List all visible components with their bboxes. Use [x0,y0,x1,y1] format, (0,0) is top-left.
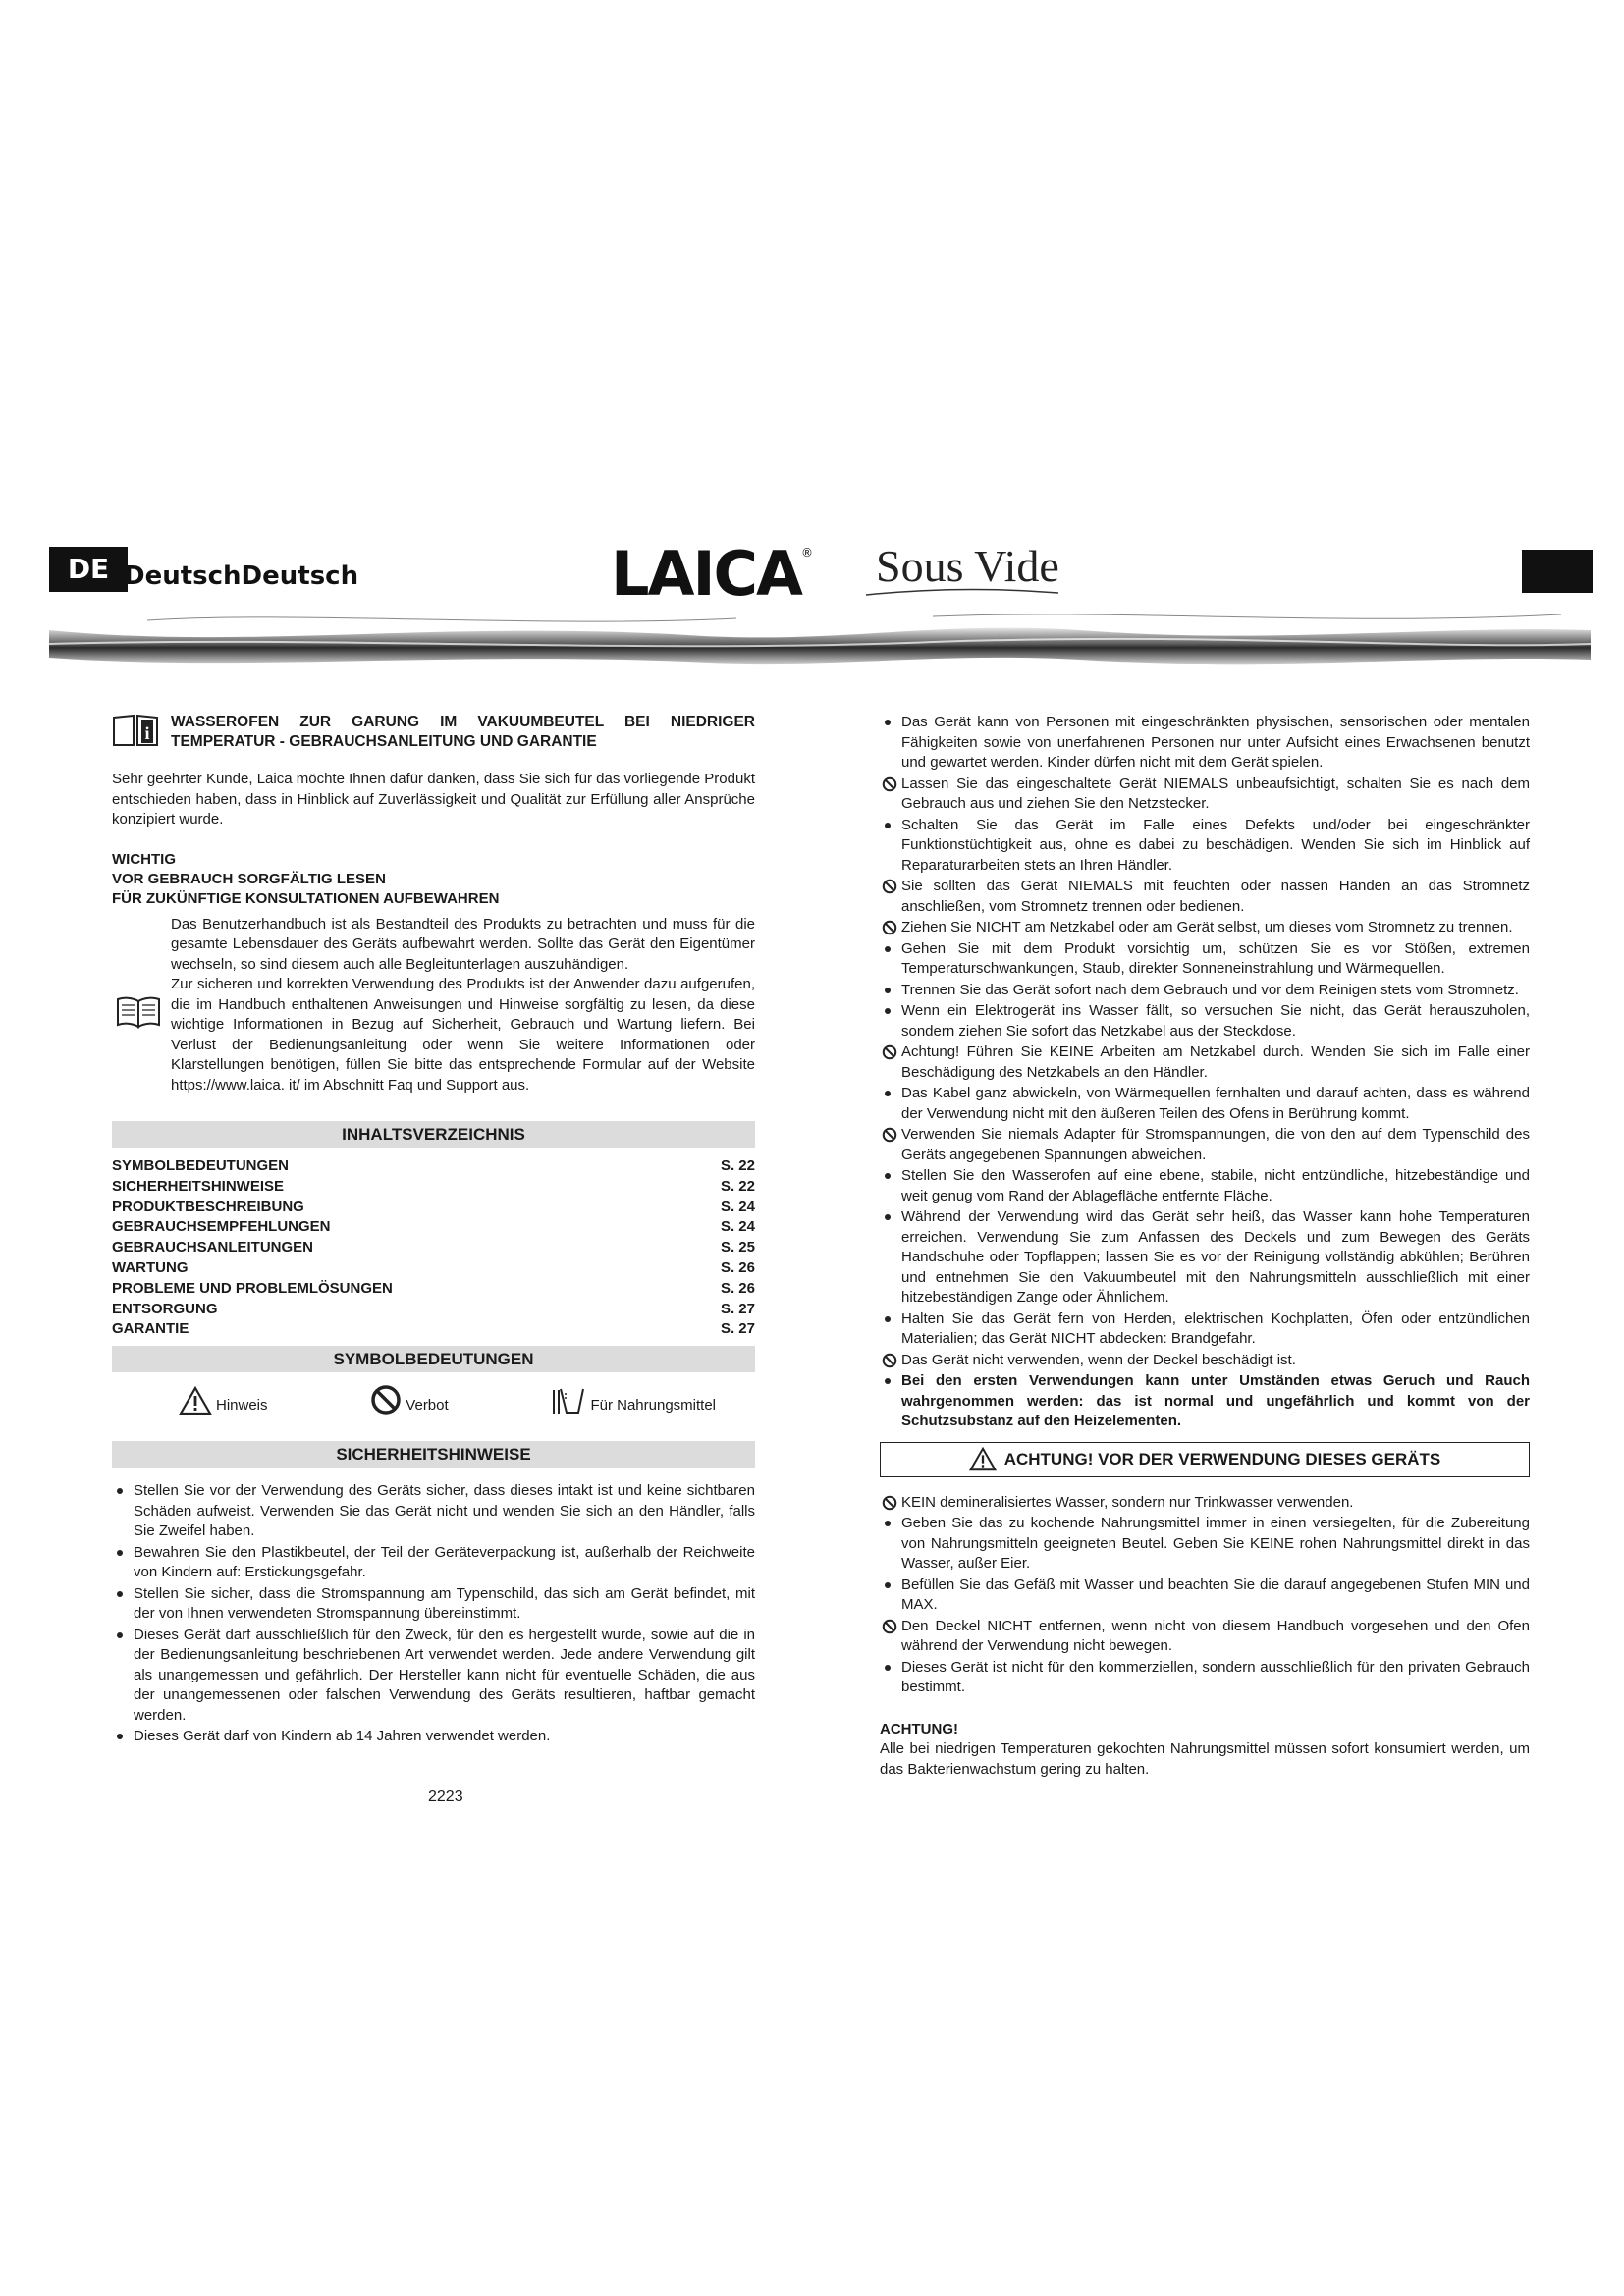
prohibition-icon [882,1495,897,1511]
svg-text:i: i [144,723,150,743]
list-item-text: Stellen Sie sicher, dass die Stromspannung am Typenschild, das sich am Gerät befindet, mit der von Ihnen verwendeten Stromspannung übereinstimmt. [134,1584,755,1623]
bullet-icon [117,1734,123,1739]
list-item-text: Lassen Sie das eingeschaltete Gerät NIEMALS unbeaufsichtigt, schalten Sie es nach dem Gebrauch aus und ziehen Sie den Netzstecker. [901,774,1530,812]
warning-box [880,1442,1530,1477]
list-item [112,1481,755,1542]
bullet-icon [117,1488,123,1494]
page-number: 2223 [428,1789,463,1805]
page-tab-marker [1522,550,1593,593]
toc-label: SYMBOLBEDEUTUNGEN [112,1157,290,1174]
toc-row [112,1177,755,1198]
warning-title: ACHTUNG! VOR DER VERWENDUNG DIESES GERÄTS [1003,1449,1441,1468]
toc-row [112,1279,755,1300]
toc-page: S. 27 [720,1320,755,1338]
list-item [880,1514,1530,1575]
list-item-text: Dieses Gerät darf von Kindern ab 14 Jahren verwendet werden. [134,1728,551,1745]
important-line-1: WICHTIG [112,850,176,868]
list-item-text: Trennen Sie das Gerät sofort nach dem Gebrauch und vor dem Reinigen stets vom Stromnetz. [901,981,1519,998]
list-item [880,774,1530,815]
bullet-icon [885,720,891,725]
list-item [880,1166,1530,1206]
safety-list [112,1481,755,1747]
list-item [880,816,1530,877]
swoosh-decoration [864,585,1060,599]
list-item [112,1626,755,1727]
bullet-icon [117,1591,123,1597]
list-item-text: Bei den ersten Verwendungen kann unter Umständen etwas Geruch und Rauch wahrgenommen werden: das ist normal und ungefährlich und kommt von der Schutzsubstanz auf den Heizelementen. [901,1372,1530,1429]
list-item [880,939,1530,980]
list-item [880,1371,1530,1432]
list-item [880,1617,1530,1657]
warning-triangle-icon [969,1447,997,1471]
toc-label: GARANTIE [112,1320,189,1338]
list-item-text: Achtung! Führen Sie KEINE Arbeiten am Netzkabel durch. Wenden Sie sich im Falle einer Beschädigung des Netzkabels an den Händler. [901,1043,1530,1081]
list-item-text: KEIN demineralisiertes Wasser, sondern nur Trinkwasser verwenden. [901,1493,1354,1511]
list-item-text: Halten Sie das Gerät fern von Herden, elektrischen Kochplatten, Öfen oder entzündlichen Materialien; das Gerät NICHT abdecken: Brandgefahr. [901,1309,1530,1347]
symbols-legend [112,1372,755,1415]
important-notice [112,850,755,909]
prohibition-icon [882,920,897,935]
list-item-text: Das Gerät nicht verwenden, wenn der Deckel beschädigt ist. [901,1351,1296,1368]
list-item [112,1543,755,1583]
hint-label: Hinweis [216,1396,268,1414]
list-item [880,1042,1530,1083]
toc-page: S. 26 [720,1258,755,1276]
language-label: DeutschDeutsch [124,561,359,591]
list-item [880,1351,1530,1371]
list-item-text: Wenn ein Elektrogerät ins Wasser fällt, so versuchen Sie nicht, das Gerät herauszuholen, sondern ziehen Sie sofort das Netzkabel aus der Steckdose. [901,1002,1530,1040]
list-item [880,918,1530,938]
list-item-text: Verwenden Sie niemals Adapter für Stromspannungen, die von den auf dem Typenschild des Geräts angegebenen Spannungen abweichen. [901,1126,1530,1163]
bullet-icon [885,1378,891,1384]
list-item [880,1125,1530,1165]
toc-row [112,1319,755,1340]
toc-row [112,1238,755,1258]
list-item [880,1658,1530,1698]
bullet-icon [117,1550,123,1556]
list-item-text: Das Kabel ganz abwickeln, von Wärmequellen fernhalten und darauf achten, dass es während der Verwendung nicht mit den äußeren Teilen des Ofens in Berührung kommt. [901,1085,1530,1122]
prohibition-icon [882,1044,897,1060]
toc-row [112,1156,755,1177]
bullet-icon [885,1521,891,1526]
list-item-text: Dieses Gerät darf ausschließlich für den Zweck, für den es hergestellt wurde, sowie auf die in der Bedienungsanleitung beschriebenen Art verwendet werden. Jede andere Verwendung gilt als unangemessen und gefährlich. Der Hersteller kann nicht für eventuelle Schäden, die aus der unangemessenen oder falschen Verwendung des Geräts resultieren, haftbar gemacht werden. [134,1626,755,1724]
prohibition-icon [882,1353,897,1368]
bullet-icon [885,1582,891,1588]
toc-label: GEBRAUCHSEMPFEHLUNGEN [112,1218,331,1236]
ban-label: Verbot [406,1396,449,1414]
bullet-icon [885,1008,891,1014]
brand-registered-mark: ® [801,546,812,560]
bullet-icon [885,988,891,993]
list-item-text: Geben Sie das zu kochende Nahrungsmittel immer in einen versiegelten, für die Zubereitung von Nahrungsmitteln geeigneten Beutel. Geben Sie KEINE rohen Nahrungsmittel direkt in das Wasser, außer Eier. [901,1515,1530,1572]
list-item [880,1575,1530,1616]
toc-page: S. 27 [720,1300,755,1317]
toc-row [112,1217,755,1238]
intro-paragraph: Sehr geehrter Kunde, Laica möchte Ihnen dafür danken, dass Sie sich für das vorliegende Produkt entschieden haben, dass in Hinblick auf Zuverlässigkeit und Qualität zur Erfüllung aller Ansprüche konzipiert wurde. [112,771,755,828]
brand-name: LAICA [611,538,802,610]
toc-row [112,1198,755,1218]
toc-page: S. 22 [720,1157,755,1174]
list-item-text: Schalten Sie das Gerät im Falle eines Defekts und/oder bei eingeschränkter Funktionstüchtigkeit aus, ohne es dabei zu beschädigen. Wenden Sie sich im Hinblick auf Reparaturarbeiten stets an Ihren Händler. [901,816,1530,874]
water-splash-banner [49,601,1591,679]
list-item [880,1309,1530,1350]
toc-label: ENTSORGUNG [112,1300,218,1317]
list-item-text: Stellen Sie vor der Verwendung des Geräts sicher, dass dieses intakt ist und keine sichtbaren Schäden aufweist. Verwenden Sie das Gerät nicht und wenden Sie sich an den Händler, falls Sie Zweifel haben. [134,1482,755,1540]
toc-label: WARTUNG [112,1258,189,1276]
toc-page: S. 25 [720,1239,755,1256]
right-column [880,713,1530,1780]
list-item-text: Stellen Sie den Wasserofen auf eine ebene, stabile, nicht entzündliche, hitzebeständige und weit genug vom Rand der Ablagefläche entfernte Fläche. [901,1167,1530,1204]
product-name: Sous Vide [876,541,1059,591]
list-item-text: Das Gerät kann von Personen mit eingeschränkten physischen, sensorischen oder mentalen Fähigkeiten sowie von unerfahrenen Personen nur unter Aufsicht eines Erwachsenen benutzt und gewartet werden. Kinder dürfen nicht mit dem Gerät spielen. [901,714,1530,771]
bullet-icon [117,1632,123,1638]
toc-label: PROBLEME UND PROBLEMLÖSUNGEN [112,1279,393,1297]
caution-text: Alle bei niedrigen Temperaturen gekochten Nahrungsmittel müssen sofort konsumiert werden, um das Bakterienwachstum gering zu halten. [880,1740,1530,1778]
toc-label: SICHERHEITSHINWEISE [112,1177,285,1195]
important-line-3: FÜR ZUKÜNFTIGE KONSULTATIONEN AUFBEWAHREN [112,889,500,907]
toc-page: S. 24 [720,1198,755,1215]
list-item [112,1727,755,1747]
toc-row [112,1258,755,1279]
list-item [112,1584,755,1625]
list-item [880,713,1530,774]
symbols-heading: SYMBOLBEDEUTUNGEN [112,1346,755,1372]
bullet-icon [885,946,891,952]
list-item-text: Bewahren Sie den Plastikbeutel, der Teil der Geräteverpackung ist, außerhalb der Reichweite von Kindern auf: Erstickungsgefahr. [134,1543,755,1581]
list-item-text: Den Deckel NICHT entfernen, wenn nicht von diesem Handbuch vorgesehen und den Ofen während der Verwendung nicht bewegen. [901,1617,1530,1654]
bullet-icon [885,1173,891,1179]
open-book-icon [116,995,161,1029]
safety-heading: SICHERHEITSHINWEISE [112,1441,755,1468]
toc-heading: INHALTSVERZEICHNIS [112,1121,755,1148]
list-item [880,1207,1530,1308]
list-item-text: Sie sollten das Gerät NIEMALS mit feuchten oder nassen Händen an das Stromnetz anschließen, vom Stromnetz trennen oder bedienen. [901,878,1530,915]
toc-page: S. 26 [720,1279,755,1297]
manual-paragraph-1: Das Benutzerhandbuch ist als Bestandteil des Produkts zu betrachten und muss für die gesamte Lebensdauer des Geräts aufbewahrt werden. Sollte das Gerät den Eigentümer wechseln, so sind diesem auch alle Begleitunterlagen auszuhändigen. [171,915,755,973]
toc-label: PRODUKTBESCHREIBUNG [112,1198,304,1215]
bullet-icon [885,1316,891,1322]
prohibition-icon [882,1127,897,1143]
list-item-text: Gehen Sie mit dem Produkt vorsichtig um, schützen Sie es vor Stößen, extremen Temperaturschwankungen, Staub, direkter Sonneneinstrahlung und Wärmequellen. [901,939,1530,977]
caution-title: ACHTUNG! [880,1720,958,1737]
list-item [880,877,1530,917]
food-contact-icon [551,1386,584,1415]
bullet-icon [885,1091,891,1096]
language-badge: DE [49,547,128,592]
important-line-2: VOR GEBRAUCH SORGFÄLTIG LESEN [112,870,386,887]
warning-triangle-icon [179,1386,212,1415]
list-item [880,1084,1530,1124]
list-item-text: Ziehen Sie NICHT am Netzkabel oder am Gerät selbst, um dieses vom Stromnetz zu trennen. [901,919,1513,935]
toc-label: GEBRAUCHSANLEITUNGEN [112,1239,314,1256]
bullet-icon [885,823,891,828]
brand-logo [611,538,811,610]
food-label: Für Nahrungsmittel [590,1396,716,1414]
manual-paragraph-2: Zur sicheren und korrekten Verwendung des Produkts ist der Anwender dazu aufgerufen, die im Handbuch enthaltenen Anweisungen und Hinweise sorgfältig zu lesen, da diese wichtige Informationen in Bezug auf Sicherheit, Gebrauch und Wartung liefern. Bei Verlust der Bedienungsanleitung oder wenn Sie weitere Informationen oder Klarstellungen benötigen, füllen Sie bitte das entsprechende Formular auf der Website https://www.laica. it/ im Abschnitt Faq und Support aus. [171,976,755,1094]
toc-page: S. 24 [720,1218,755,1236]
bullet-icon [885,1214,891,1220]
prohibition-icon [882,1619,897,1634]
manual-info-icon [112,714,159,747]
safety-list-continued [880,713,1530,1432]
prohibition-icon [370,1384,402,1415]
list-item-text: Während der Verwendung wird das Gerät sehr heiß, das Wasser kann hohe Temperaturen erreichen. Verwendung Sie zum Anfassen des Deckels und zum Bewegen des Geräts Handschuhe oder Topflappen; lassen Sie es vor der Reinigung vollständig abkühlen; Berühren und entnehmen Sie den Vakuumbeutel mit den Nahrungsmitteln ausschließlich mit einer hitzebeständigen Zange oder Ähnlichem. [901,1208,1530,1306]
pre-use-list [880,1493,1530,1698]
toc-row [112,1300,755,1320]
list-item [880,1493,1530,1514]
list-item [880,1001,1530,1041]
prohibition-icon [882,879,897,894]
document-title: WASSEROFEN ZUR GARUNG IM VAKUUMBEUTEL BEI NIEDRIGER TEMPERATUR - GEBRAUCHSANLEITUNG UND GARANTIE [171,714,755,750]
list-item-text: Befüllen Sie das Gefäß mit Wasser und beachten Sie die darauf angegebenen Stufen MIN und MAX. [901,1575,1530,1613]
table-of-contents [112,1156,755,1340]
bullet-icon [885,1665,891,1671]
list-item [880,981,1530,1001]
toc-page: S. 22 [720,1177,755,1195]
list-item-text: Dieses Gerät ist nicht für den kommerziellen, sondern ausschließlich für den privaten Gebrauch bestimmt. [901,1658,1530,1695]
prohibition-icon [882,776,897,792]
left-column [112,713,755,1748]
